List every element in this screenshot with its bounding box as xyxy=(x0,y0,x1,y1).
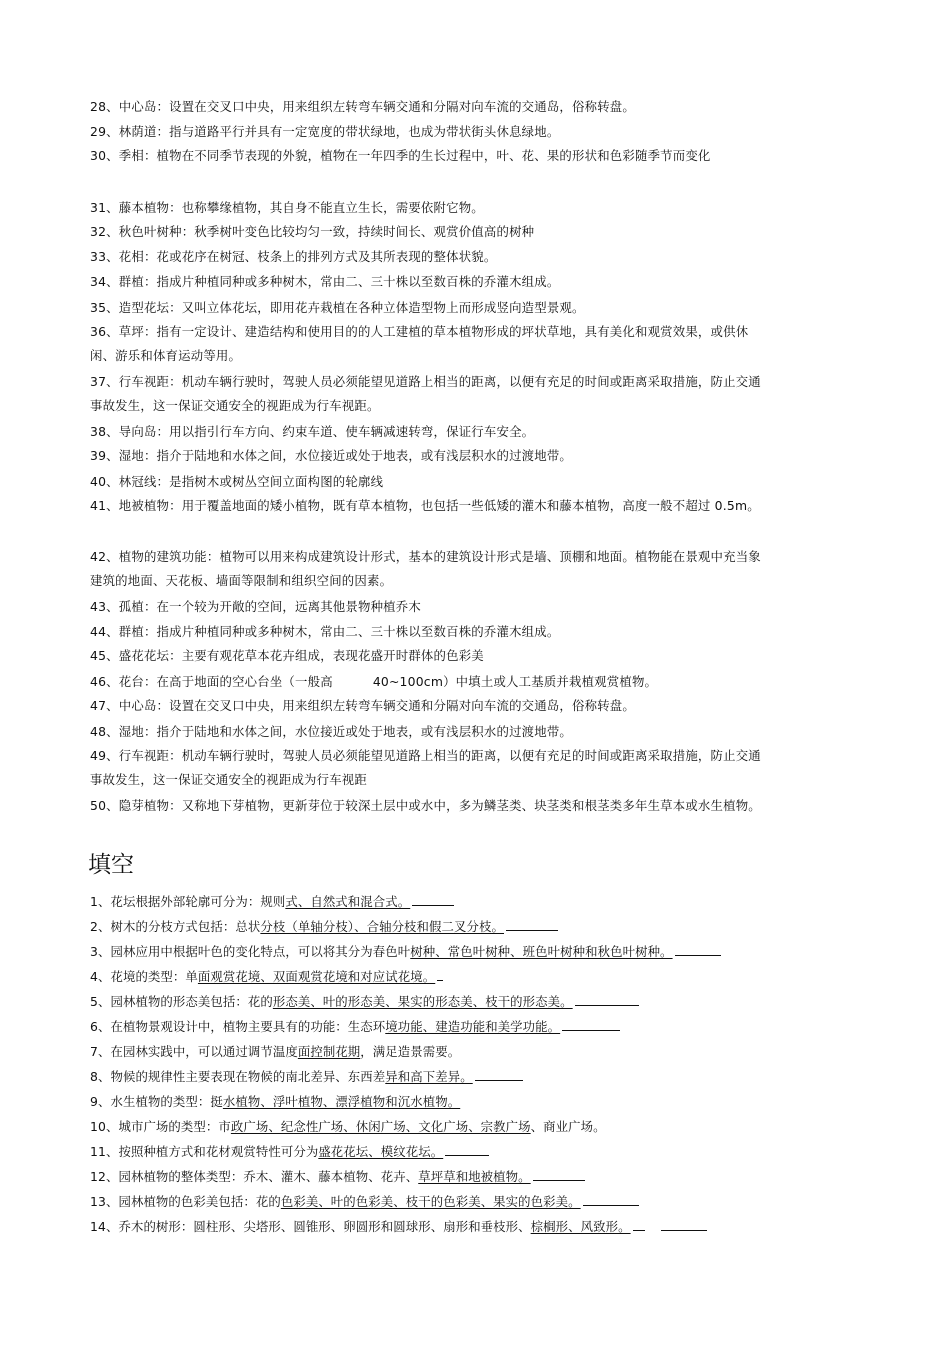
fill-item: 12、园林植物的整体类型：乔木、灌木、藤本植物、花卉、草坪草和地被植物。 xyxy=(90,1168,585,1186)
definition-item: 32、秋色叶树种：秋季树叶变色比较均匀一致，持续时间长、观赏价值高的树种 xyxy=(90,224,535,239)
definition-item: 44、群植：指成片种植同种或多种树木，常由二、三十株以至数百株的乔灌木组成。 xyxy=(90,624,560,639)
answer-text: 棕榈形、风致形。 xyxy=(530,1219,631,1234)
fill-item: 1、花坛根据外部轮廓可分为：规则式、自然式和混合式。 xyxy=(90,893,454,911)
definition-item: 36、草坪：指有一定设计、建造结构和使用目的的人工建植的草本植物形成的坪状草地，具有美化和观赏效果，或供休闲、游乐和体育运动等用。 xyxy=(90,324,749,363)
answer-text: 境功能、建造功能和美学功能。 xyxy=(385,1019,561,1034)
answer-blank xyxy=(445,1144,489,1156)
definition-item: 28、中心岛：设置在交叉口中央，用来组织左转弯车辆交通和分隔对向车流的交通岛，俗称转盘。 xyxy=(90,99,635,114)
answer-text: 盛花花坛、模纹花坛。 xyxy=(318,1144,444,1159)
definition-item: 39、湿地：指介于陆地和水体之间，水位接近或处于地表，或有浅层积水的过渡地带。 xyxy=(90,448,573,463)
definition-item: 31、藤本植物：也称攀缘植物，其自身不能直立生长，需要依附它物。 xyxy=(90,200,484,215)
fill-item: 10、城市广场的类型：市政广场、纪念性广场、休闲广场、文化广场、宗教广场、商业广场。 xyxy=(90,1119,606,1134)
definition-item: 49、行车视距：机动车辆行驶时，驾驶人员必须能望见道路上相当的距离，以便有充足的时间或距离采取措施，防止交通事故发生，这一保证交通安全的视距成为行车视距 xyxy=(90,748,761,787)
definition-text-tail: 40~100cm）中填土或人工基质并栽植观赏植物。 xyxy=(372,674,658,689)
fill-item: 5、园林植物的形态美包括：花的形态美、叶的形态美、果实的形态美、枝干的形态美。 xyxy=(90,993,639,1011)
answer-blank xyxy=(475,1069,523,1081)
fill-item: 7、在园林实践中，可以通过调节温度面控制花期，满足造景需要。 xyxy=(90,1044,461,1059)
answer-blank xyxy=(575,994,639,1006)
answer-blank xyxy=(675,944,721,956)
fill-item: 4、花境的类型：单面观赏花境、双面观赏花境和对应试花境。 xyxy=(90,968,443,986)
fill-item: 14、乔木的树形：圆柱形、尖塔形、圆锥形、卵圆形和圆球形、扇形和垂枝形、棕榈形、风致形。 xyxy=(90,1218,707,1236)
definition-item: 30、季相：植物在不同季节表现的外貌，植物在一年四季的生长过程中，叶、花、果的形状和色彩随季节而变化 xyxy=(90,148,711,163)
definition-item: 41、地被植物：用于覆盖地面的矮小植物，既有草本植物，也包括一些低矮的灌木和藤本植物，高度一般不超过 0.5m。 xyxy=(90,498,760,513)
answer-blank xyxy=(412,894,454,906)
answer-blank xyxy=(506,919,558,931)
answer-text: 面观赏花境、双面观赏花境和对应试花境。 xyxy=(197,969,436,984)
fill-item: 2、树木的分枝方式包括：总状分枝（单轴分枝）、合轴分枝和假二叉分枝。 xyxy=(90,918,558,936)
definition-item: 35、造型花坛：又叫立体花坛，即用花卉栽植在各种立体造型物上而形成竖向造型景观。 xyxy=(90,300,585,315)
answer-blank xyxy=(562,1019,620,1031)
fill-item: 3、园林应用中根据叶色的变化特点，可以将其分为春色叶树种、常色叶树种、班色叶树种和秋色叶树种。 xyxy=(90,943,721,961)
answer-text: 草坪草和地被植物。 xyxy=(418,1169,531,1184)
answer-text: 式、自然式和混合式。 xyxy=(285,894,411,909)
definition-item: 45、盛花花坛：主要有观花草本花卉组成，表现花盛开时群体的色彩美 xyxy=(90,648,484,663)
answer-blank xyxy=(437,969,443,981)
definition-item: 50、隐芽植物：又称地下芽植物，更新芽位于较深土层中或水中，多为鳞茎类、块茎类和根茎类多年生草本或水生植物。 xyxy=(90,798,761,813)
answer-text: 面控制花期 xyxy=(297,1044,361,1059)
definition-item: 43、孤植：在一个较为开敞的空间，远离其他景物种植乔木 xyxy=(90,599,421,614)
definition-item: 38、导向岛：用以指引行车方向、约束车道、使车辆减速转弯，保证行车安全。 xyxy=(90,424,535,439)
definition-item: 34、群植：指成片种植同种或多种树木，常由二、三十株以至数百株的乔灌木组成。 xyxy=(90,274,560,289)
answer-text: 分枝（单轴分枝）、合轴分枝和假二叉分枝。 xyxy=(260,919,504,934)
answer-text: 异和高下差异。 xyxy=(385,1069,473,1084)
answer-text: 形态美、叶的形态美、果实的形态美、枝干的形态美。 xyxy=(272,994,573,1009)
definition-text: 46、花台：在高于地面的空心台坐（一般高 xyxy=(90,674,333,689)
definition-item: 42、植物的建筑功能：植物可以用来构成建筑设计形式，基本的建筑设计形式是墙、顶棚和地面。植物能在景观中充当象建筑的地面、天花板、墙面等限制和组织空间的因素。 xyxy=(90,549,761,588)
definition-item: 40、林冠线：是指树木或树丛空间立面构图的轮廓线 xyxy=(90,474,384,489)
fill-item: 8、物候的规律性主要表现在物候的南北差异、东西差异和高下差异。 xyxy=(90,1068,523,1086)
definition-item xyxy=(90,670,770,694)
answer-text: 色彩美、叶的色彩美、枝干的色彩美、果实的色彩美。 xyxy=(280,1194,581,1209)
answer-text: 水植物、浮叶植物、漂浮植物和沉水植物。 xyxy=(222,1094,461,1109)
definition-item: 48、湿地：指介于陆地和水体之间，水位接近或处于地表，或有浅层积水的过渡地带。 xyxy=(90,724,573,739)
answer-text: 树种、常色叶树种、班色叶树种和秋色叶树种。 xyxy=(410,944,673,959)
section-heading: 填空 xyxy=(88,852,134,878)
answer-blank xyxy=(533,1169,585,1181)
definition-item: 37、行车视距：机动车辆行驶时，驾驶人员必须能望见道路上相当的距离，以便有充足的时间或距离采取措施，防止交通事故发生，这一保证交通安全的视距成为行车视距。 xyxy=(90,374,761,413)
answer-blank xyxy=(633,1219,645,1231)
fill-item: 11、按照种植方式和花材观赏特性可分为盛花花坛、模纹花坛。 xyxy=(90,1143,489,1161)
answer-blank xyxy=(661,1219,707,1231)
definition-item: 47、中心岛：设置在交叉口中央，用来组织左转弯车辆交通和分隔对向车流的交通岛，俗称转盘。 xyxy=(90,698,635,713)
fill-item: 13、园林植物的色彩美包括：花的色彩美、叶的色彩美、枝干的色彩美、果实的色彩美。 xyxy=(90,1193,639,1211)
answer-blank xyxy=(583,1194,639,1206)
fill-item: 9、水生植物的类型：挺水植物、浮叶植物、漂浮植物和沉水植物。 xyxy=(90,1094,461,1109)
fill-item: 6、在植物景观设计中，植物主要具有的功能：生态环境功能、建造功能和美学功能。 xyxy=(90,1018,620,1036)
definition-item: 33、花相：花或花序在树冠、枝条上的排列方式及其所表现的整体状貌。 xyxy=(90,249,497,264)
answer-text: 政广场、纪念性广场、休闲广场、文化广场、宗教广场 xyxy=(230,1119,531,1134)
definition-item: 29、林荫道：指与道路平行并具有一定宽度的带状绿地，也成为带状街头休息绿地。 xyxy=(90,124,560,139)
